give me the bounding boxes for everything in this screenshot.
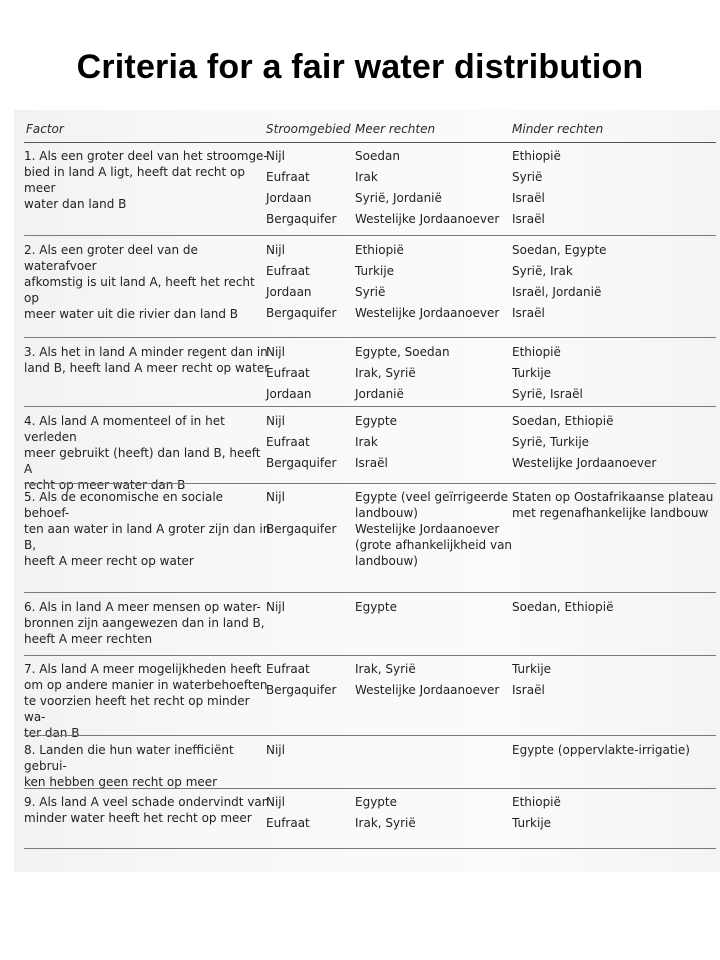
basin-cell: Bergaquifer xyxy=(266,212,337,226)
factor-text: 4. Als land A momenteel of in het verleden meer gebruikt (heeft) dan land B, heeft A recht op meer water dan B xyxy=(24,414,261,492)
basin-cell: Jordaan xyxy=(266,285,312,299)
more-rights-cell: Westelijke Jordaanoever (grote afhankelijkheid van landbouw) xyxy=(355,522,513,568)
more-rights-cell: Westelijke Jordaanoever xyxy=(355,683,500,697)
basin-cell: Eufraat xyxy=(266,366,310,380)
basin-cell: Nijl xyxy=(266,345,285,359)
more-rights-cell: Syrië, Jordanië xyxy=(355,191,442,205)
less-rights-cell: Syrië, Irak xyxy=(512,264,573,278)
factor-text: 5. Als de economische en sociale behoef- ten aan water in land A groter zijn dan in B, heeft A meer recht op water xyxy=(24,490,271,568)
more-rights-cell: Irak, Syrië xyxy=(355,366,416,380)
factor-text: 6. Als in land A meer mensen op water- bronnen zijn aangewezen dan in land B, heeft A meer rechten xyxy=(24,600,265,646)
less-rights-cell: Staten op Oostafrikaanse plateau met regenafhankelijke landbouw xyxy=(512,490,714,520)
row-divider xyxy=(24,788,716,789)
row-divider xyxy=(24,483,716,484)
row-divider xyxy=(24,406,716,407)
less-rights-cell: Ethiopië xyxy=(512,795,561,809)
more-rights-cell: Egypte, Soedan xyxy=(355,345,450,359)
factor-text: 3. Als het in land A minder regent dan in land B, heeft land A meer recht op water xyxy=(24,345,270,375)
factor-text: 8. Landen die hun water inefficiënt gebrui- ken hebben geen recht op meer xyxy=(24,743,234,789)
less-rights-cell: Israël xyxy=(512,683,545,697)
factor-text: 2. Als een groter deel van de waterafvoer afkomstig is uit land A, heeft het recht op meer water uit die rivier dan land B xyxy=(24,243,255,321)
less-rights-cell: Westelijke Jordaanoever xyxy=(512,456,657,470)
factor-text: 9. Als land A veel schade ondervindt van minder water heeft het recht op meer xyxy=(24,795,270,825)
more-rights-cell: Irak, Syrië xyxy=(355,816,416,830)
row-divider xyxy=(24,235,716,236)
more-rights-cell: Egypte (veel geïrrigeerde landbouw) xyxy=(355,490,508,520)
more-rights-cell: Jordanië xyxy=(355,387,404,401)
less-rights-cell: Syrië, Turkije xyxy=(512,435,590,449)
basin-cell: Jordaan xyxy=(266,387,312,401)
basin-cell: Eufraat xyxy=(266,264,310,278)
more-rights-cell: Irak xyxy=(355,170,378,184)
more-rights-cell: Israël xyxy=(355,456,388,470)
basin-cell: Bergaquifer xyxy=(266,456,337,470)
basin-cell: Eufraat xyxy=(266,816,310,830)
basin-cell: Nijl xyxy=(266,600,285,614)
basin-cell: Nijl xyxy=(266,414,285,428)
row-divider xyxy=(24,592,716,593)
less-rights-cell: Israël xyxy=(512,306,545,320)
header-rule xyxy=(24,142,716,143)
more-rights-cell: Westelijke Jordaanoever xyxy=(355,306,500,320)
basin-cell: Bergaquifer xyxy=(266,522,337,536)
less-rights-cell: Turkije xyxy=(512,662,552,676)
less-rights-cell: Ethiopië xyxy=(512,149,561,163)
more-rights-cell: Westelijke Jordaanoever xyxy=(355,212,500,226)
basin-cell: Jordaan xyxy=(266,191,312,205)
header-basin: Stroomgebied xyxy=(266,122,351,136)
basin-cell: Nijl xyxy=(266,490,285,504)
page-title: Criteria for a fair water distribution xyxy=(76,48,644,86)
basin-cell: Eufraat xyxy=(266,435,310,449)
less-rights-cell: Soedan, Ethiopië xyxy=(512,600,614,614)
header-factor: Factor xyxy=(26,122,64,136)
less-rights-cell: Egypte (oppervlakte-irrigatie) xyxy=(512,743,690,757)
more-rights-cell: Egypte xyxy=(355,414,398,428)
factor-text: 7. Als land A meer mogelijkheden heeft om op andere manier in waterbehoeften te voorzien heeft het recht op minder wa- ter dan B xyxy=(24,662,268,740)
less-rights-cell: Soedan, Ethiopië xyxy=(512,414,614,428)
more-rights-cell xyxy=(355,742,515,763)
less-rights-cell: Turkije xyxy=(512,816,552,830)
scanned-table xyxy=(14,110,720,872)
factor-text: 1. Als een groter deel van het stroomge- bied in land A ligt, heeft dat recht op meer water dan land B xyxy=(24,149,268,211)
less-rights-cell: Israël, Jordanië xyxy=(512,285,602,299)
more-rights-cell: Egypte xyxy=(355,795,398,809)
basin-cell: Nijl xyxy=(266,795,285,809)
basin-cell: Bergaquifer xyxy=(266,306,337,320)
less-rights-cell: Syrië, Israël xyxy=(512,387,583,401)
less-rights-cell: Ethiopië xyxy=(512,345,561,359)
more-rights-cell: Soedan xyxy=(355,149,400,163)
basin-cell: Nijl xyxy=(266,149,285,163)
more-rights-cell: Irak, Syrië xyxy=(355,662,416,676)
row-divider xyxy=(24,848,716,849)
basin-cell: Eufraat xyxy=(266,170,310,184)
basin-cell: Bergaquifer xyxy=(266,683,337,697)
basin-cell: Nijl xyxy=(266,743,285,757)
more-rights-cell: Ethiopië xyxy=(355,243,404,257)
row-divider xyxy=(24,735,716,736)
header-more-rights: Meer rechten xyxy=(355,122,436,136)
less-rights-cell: Syrië xyxy=(512,170,543,184)
more-rights-cell: Turkije xyxy=(355,264,395,278)
more-rights-cell: Irak xyxy=(355,435,378,449)
less-rights-cell: Turkije xyxy=(512,366,552,380)
basin-cell: Eufraat xyxy=(266,662,310,676)
more-rights-cell: Syrië xyxy=(355,285,386,299)
more-rights-cell: Egypte xyxy=(355,600,398,614)
basin-cell: Nijl xyxy=(266,243,285,257)
row-divider xyxy=(24,337,716,338)
less-rights-cell: Israël xyxy=(512,191,545,205)
row-divider xyxy=(24,655,716,656)
less-rights-cell: Soedan, Egypte xyxy=(512,243,607,257)
less-rights-cell: Israël xyxy=(512,212,545,226)
header-less-rights: Minder rechten xyxy=(512,122,604,136)
